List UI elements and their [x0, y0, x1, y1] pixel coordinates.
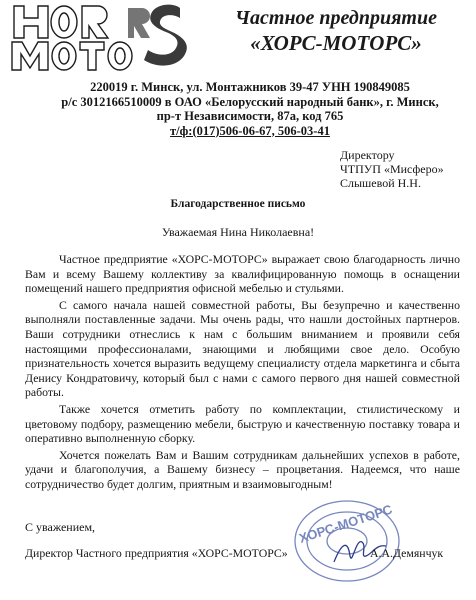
company-name — [200, 6, 472, 56]
address-line: 220019 г. Минск, ул. Монтажников 39-47 УНН 190849085 — [90, 80, 410, 94]
stamp-text: ХОРС-МОТОРС — [297, 501, 395, 546]
closing-phrase: С уважением, — [25, 520, 96, 534]
letter-title: Благодарственное письмо — [170, 198, 306, 210]
phone-line: т/ф:(017)506-06-67, 506-03-41 — [170, 123, 330, 138]
paragraph-3: Также хочется отметить работу по комплектации, стилистическому и цветовому подбору, размещению мебели, быструю и качественную поставку товара и оперативно выполненную сборку. — [25, 401, 460, 446]
paragraph-4: Хочется пожелать Вам и Вашим сотрудникам дальнейших успехов в работе, удачи и благополучия, а Вашему бизнесу – процветания. Надеемся, что наше сотрудничество будет долгим, приятным и взаимовыгодным! — [25, 447, 460, 491]
recipient-name: Слышевой Н.Н. — [340, 176, 421, 190]
recipient-company: ЧТПУП «Мисферо» — [340, 162, 444, 176]
bank-line: р/с 3012166510009 в ОАО «Белорусский народный банк», г. Минск, — [61, 94, 439, 109]
company-title: «ХОРС-МОТОРС» — [250, 31, 422, 55]
letter-body — [25, 252, 460, 494]
recipient-block — [340, 148, 444, 190]
street-line: пр-т Независимости, 87а, код 765 — [156, 109, 344, 123]
paragraph-2: С самого начала нашей совместной работы, Вы безупречно и качественно выполняли поставленные задачи. Мы очень рады, что нашли достойных партнеров. Ваши сотрудники отнеслись к нам с большим вниманием и проявили себя настоящими профессионалами, знающими и любящими свое дело. Особую признательность хочется выразить ведущему специалисту отдела маркетинга и сбыта Денису Кондратовичу, который был с нами с самого первого дня нашей совместной работы. — [25, 297, 460, 400]
company-address-block — [40, 80, 460, 138]
signer-title: Директор Частного предприятия «ХОРС-МОТОРС» — [25, 546, 288, 560]
recipient-position: Директору — [340, 148, 395, 162]
company-logo — [10, 2, 192, 74]
signer-name: А.А.Демянчук — [370, 546, 444, 560]
paragraph-1: Частное предприятие «ХОРС-МОТОРС» выражает свою благодарность лично Вам и всему Вашему коллективу за квалифицированную помощь в оснащении помещений нашего предприятия офисной мебелью и стульями. — [25, 252, 460, 296]
salutation: Уважаемая Нина Николаевна! — [161, 225, 315, 239]
company-type: Частное предприятие — [235, 7, 437, 29]
